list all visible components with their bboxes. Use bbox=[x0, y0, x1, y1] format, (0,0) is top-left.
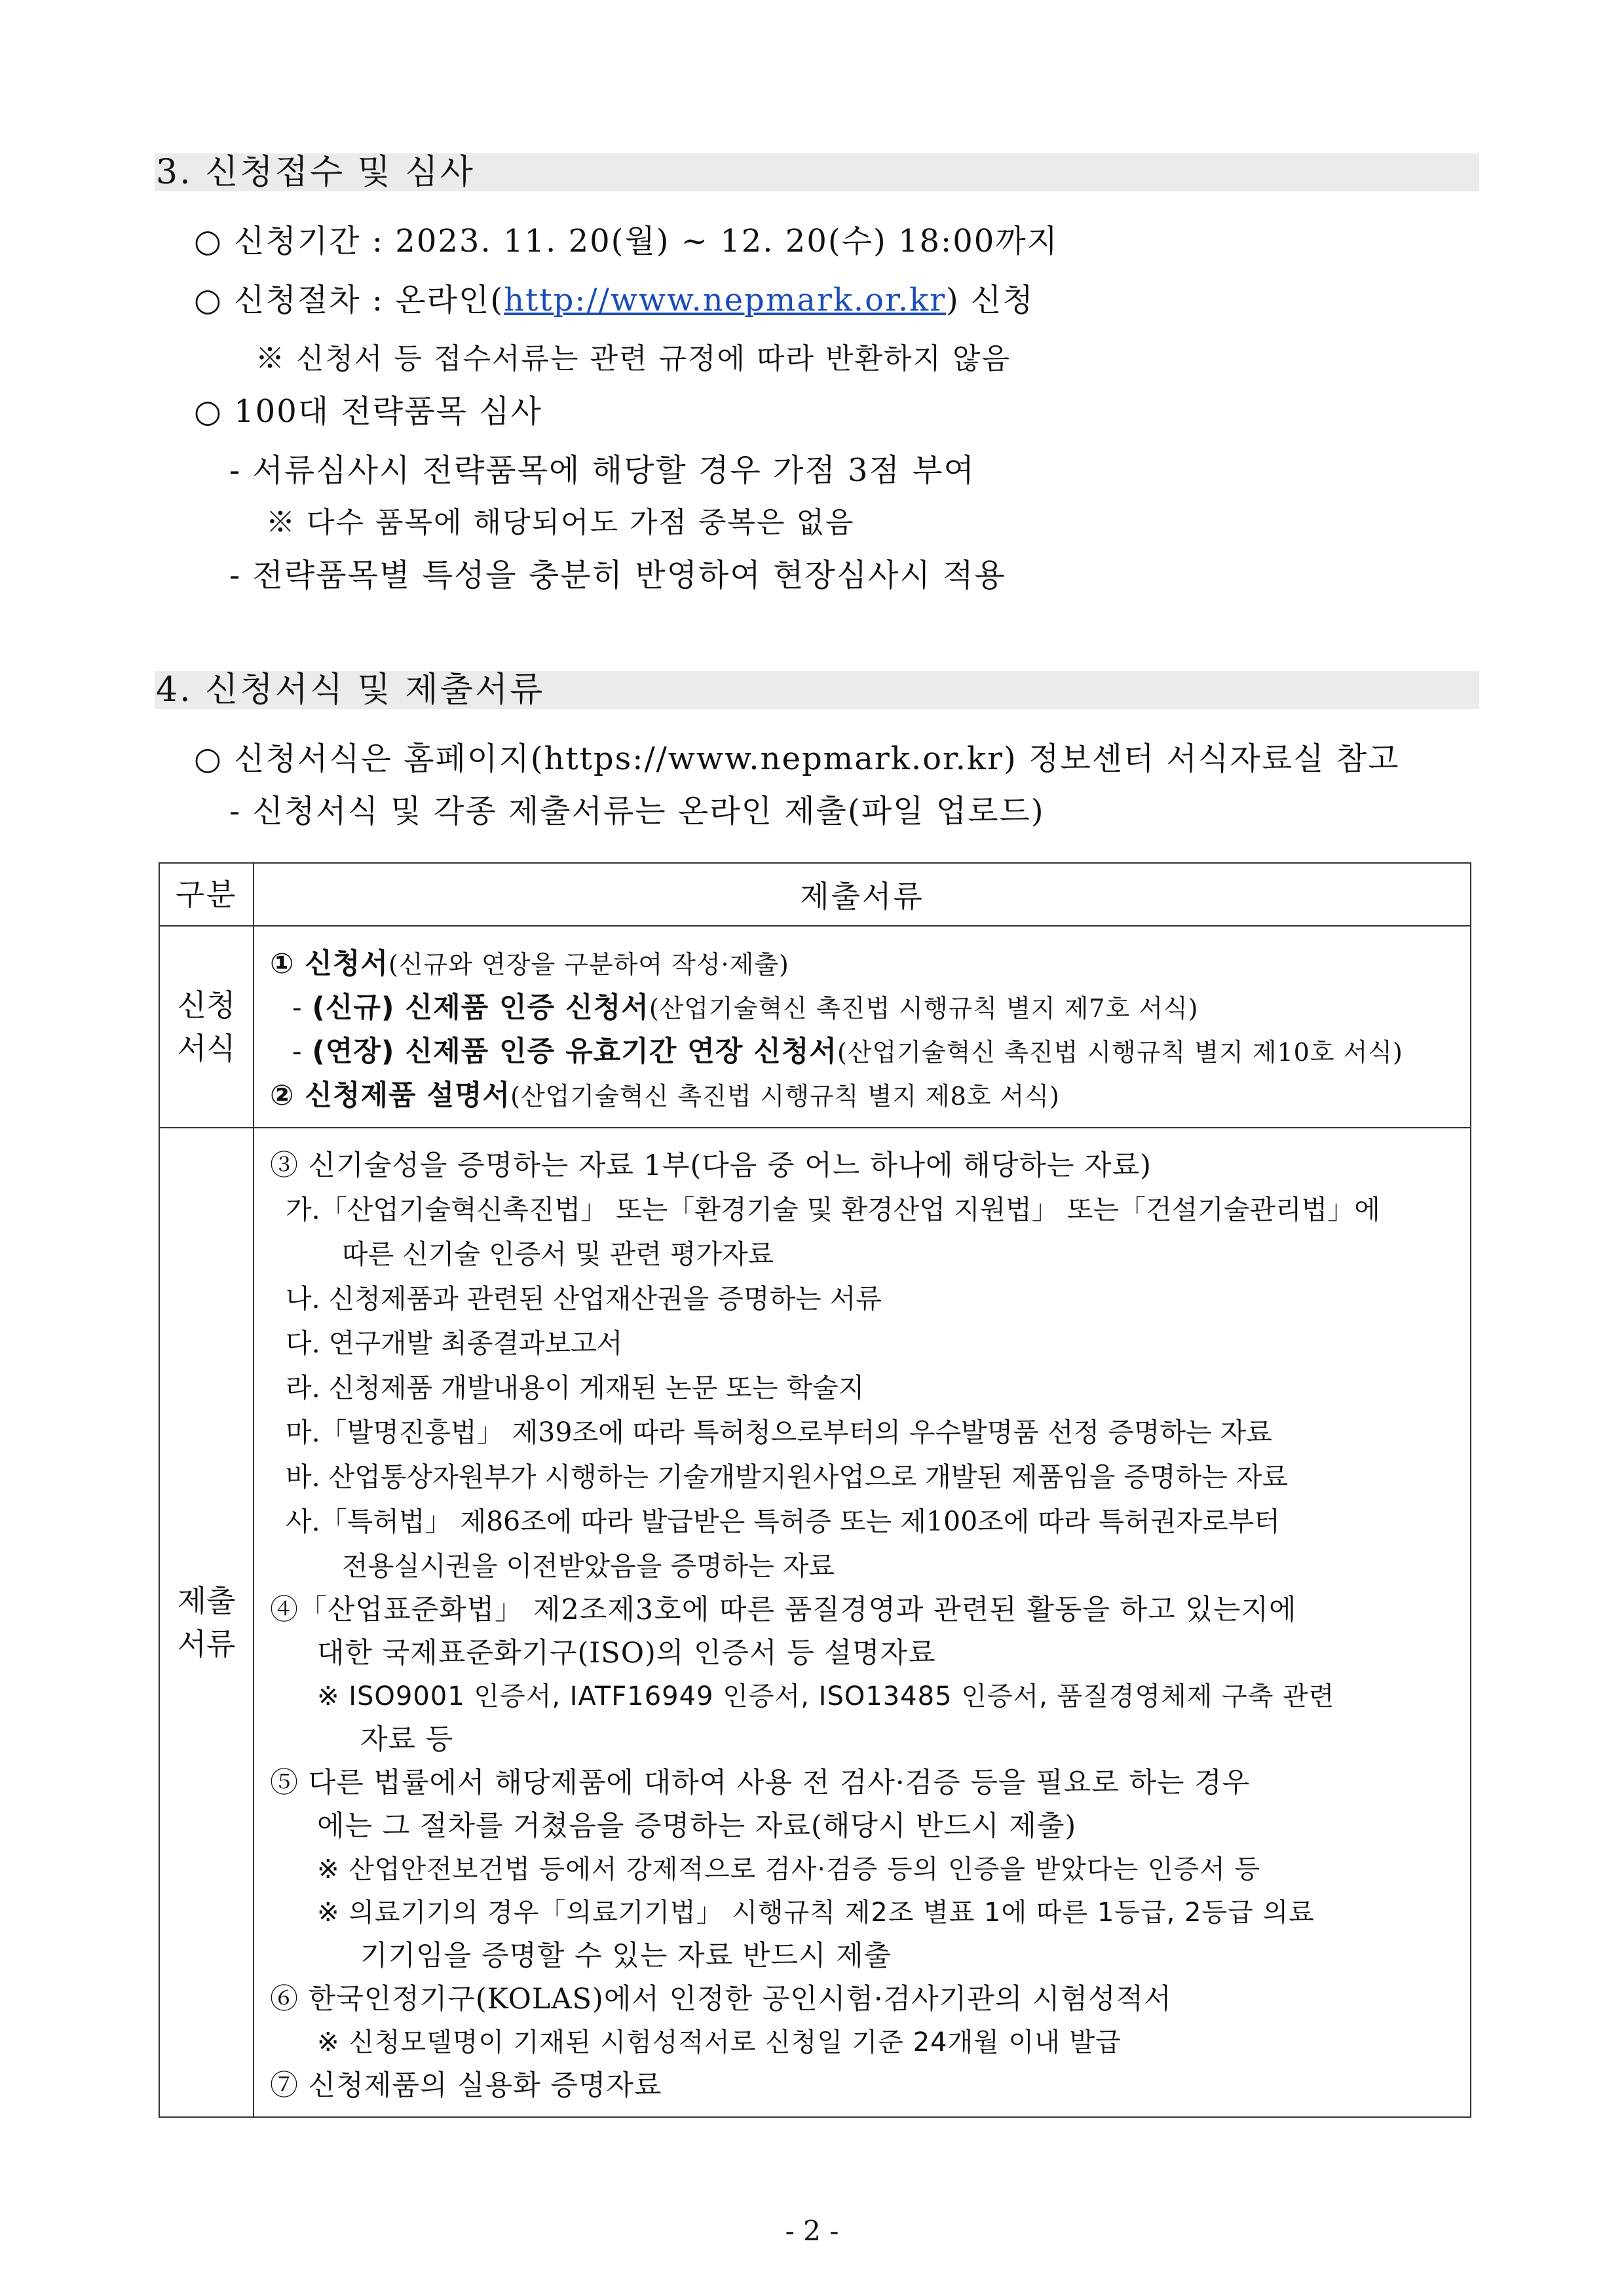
doc-item-5-note-2: ※ 의료기기의 경우「의료기기법」 시행규칙 제2조 별표 1에 따른 1등급, 2등급 의료 bbox=[317, 1898, 1315, 1928]
sec4-online: - 신청서식 및 각종 제출서류는 온라인 제출(파일 업로드) bbox=[229, 793, 1045, 830]
doc-item-3-sa-cont: 전용실시권을 이전받았음을 증명하는 자료 bbox=[342, 1550, 835, 1582]
sec3-bonus: - 서류심사시 전략품목에 해당할 경우 가점 3점 부여 bbox=[229, 452, 975, 489]
doc-item-5-note-1: ※ 산업안전보건법 등에서 강제적으로 검사·검증 등의 인증을 받았다는 인증서 등 bbox=[317, 1854, 1261, 1885]
doc-item-3-ga-cont: 따른 신기술 인증서 및 관련 평가자료 bbox=[342, 1238, 774, 1270]
doc-item-3-ma: 마.「발명진흥법」 제39조에 따라 특허청으로부터의 우수발명품 선정 증명하는 자료 bbox=[286, 1417, 1272, 1448]
header-documents: 제출서류 bbox=[254, 863, 1471, 926]
row2-label-b: 서류 bbox=[177, 1626, 236, 1662]
doc-item-4-note: ※ ISO9001 인증서, IATF16949 인증서, ISO13485 인증서, 품질경영체제 구축 관련 bbox=[317, 1681, 1335, 1712]
doc-item-4-note-cont: 자료 등 bbox=[360, 1723, 454, 1756]
doc-item-5-note-2-cont: 기기임을 증명할 수 있는 자료 반드시 제출 bbox=[360, 1940, 892, 1972]
sec3-procedure bbox=[194, 280, 1034, 320]
sec3-procedure-suffix: ) 신청 bbox=[946, 282, 1034, 318]
sec3-procedure-text: ○ 신청절차 : 온라인( bbox=[194, 282, 504, 318]
table-row-application-forms bbox=[159, 926, 1471, 1128]
sec3-apply: - 전략품목별 특성을 충분히 반영하여 현장심사시 적용 bbox=[229, 557, 1006, 594]
row1-label-a: 신청 bbox=[177, 987, 236, 1023]
doc-item-4: ④「산업표준화법」 제2조제3호에 따른 품질경영과 관련된 활동을 하고 있는지에 bbox=[270, 1594, 1297, 1626]
row2-label-a: 제출 bbox=[177, 1583, 236, 1618]
row1-line4: ② 신청제품 설명서(산업기술혁신 촉진법 시행규칙 별지 제8호 서식) bbox=[270, 1079, 1060, 1112]
doc-item-3-ba: 바. 산업통상자원부가 시행하는 기술개발지원사업으로 개발된 제품임을 증명하는 자료 bbox=[286, 1461, 1289, 1493]
row2-label bbox=[159, 1128, 254, 2117]
doc-item-3-na: 나. 신청제품과 관련된 산업재산권을 증명하는 서류 bbox=[286, 1283, 882, 1314]
doc-item-7: ⑦ 신청제품의 실용화 증명자료 bbox=[270, 2069, 662, 2102]
table-row-submission-documents bbox=[159, 1128, 1471, 2117]
section-3-title: 3. 신청접수 및 심사 bbox=[155, 153, 1479, 191]
doc-item-3-sa: 사.「특허법」 제86조에 따라 발급받은 특허증 또는 제100조에 따라 특허권자로부터 bbox=[286, 1506, 1280, 1537]
doc-item-3: ③ 신기술성을 증명하는 자료 1부(다음 중 어느 하나에 해당하는 자료) bbox=[270, 1149, 1152, 1182]
doc-item-4-cont: 대한 국제표준화기구(ISO)의 인증서 등 설명자료 bbox=[317, 1637, 936, 1670]
doc-item-6-note: ※ 신청모델명이 기재된 시험성적서로 신청일 기준 24개월 이내 발급 bbox=[317, 2027, 1122, 2057]
row1-line2: - (신규) 신제품 인증 신청서(산업기술혁신 촉진법 시행규칙 별지 제7호 서식) bbox=[292, 991, 1199, 1024]
row1-line1: ① 신청서(신규와 연장을 구분하여 작성·제출) bbox=[270, 947, 789, 980]
row2-content bbox=[254, 1128, 1471, 2117]
doc-item-6: ⑥ 한국인정기구(KOLAS)에서 인정한 공인시험·검사기관의 시험성적서 bbox=[270, 1983, 1172, 2016]
documents-table bbox=[159, 862, 1471, 2118]
doc-item-3-ga: 가.「산업기술혁신촉진법」 또는「환경기술 및 환경산업 지원법」 또는「건설기술관리법」에 bbox=[286, 1194, 1380, 1225]
table-header-row bbox=[159, 863, 1471, 926]
sec3-note-return: ※ 신청서 등 접수서류는 관련 규정에 따라 반환하지 않음 bbox=[255, 342, 1011, 375]
row1-label bbox=[159, 926, 254, 1128]
doc-item-3-da: 다. 연구개발 최종결과보고서 bbox=[286, 1328, 623, 1359]
doc-item-5-cont: 에는 그 절차를 거쳤음을 증명하는 자료(해당시 반드시 제출) bbox=[317, 1810, 1077, 1843]
doc-item-3-ra: 라. 신청제품 개발내용이 게재된 논문 또는 학술지 bbox=[286, 1372, 865, 1404]
sec3-note-duplicate: ※ 다수 품목에 해당되어도 가점 중복은 없음 bbox=[266, 506, 855, 539]
header-category: 구분 bbox=[159, 863, 254, 926]
row1-label-b: 서식 bbox=[177, 1031, 236, 1066]
page-number: - 2 - bbox=[785, 2215, 839, 2247]
nepmark-link[interactable]: http://www.nepmark.or.kr bbox=[504, 282, 947, 318]
section-4-title: 4. 신청서식 및 제출서류 bbox=[155, 671, 1479, 709]
sec3-period: ○ 신청기간 : 2023. 11. 20(월) ~ 12. 20(수) 18:00까지 bbox=[194, 223, 1059, 259]
row1-line3: - (연장) 신제품 인증 유효기간 연장 신청서(산업기술혁신 촉진법 시행규칙 별지 제10호 서식) bbox=[292, 1035, 1403, 1068]
row1-content bbox=[254, 926, 1471, 1128]
doc-item-5: ⑤ 다른 법률에서 해당제품에 대하여 사용 전 검사·검증 등을 필요로 하는 경우 bbox=[270, 1767, 1251, 1799]
sec4-form-ref: ○ 신청서식은 홈페이지(https://www.nepmark.or.kr) 정보센터 서식자료실 참고 bbox=[194, 740, 1400, 777]
sec3-strategic: ○ 100대 전략품목 심사 bbox=[194, 393, 542, 430]
